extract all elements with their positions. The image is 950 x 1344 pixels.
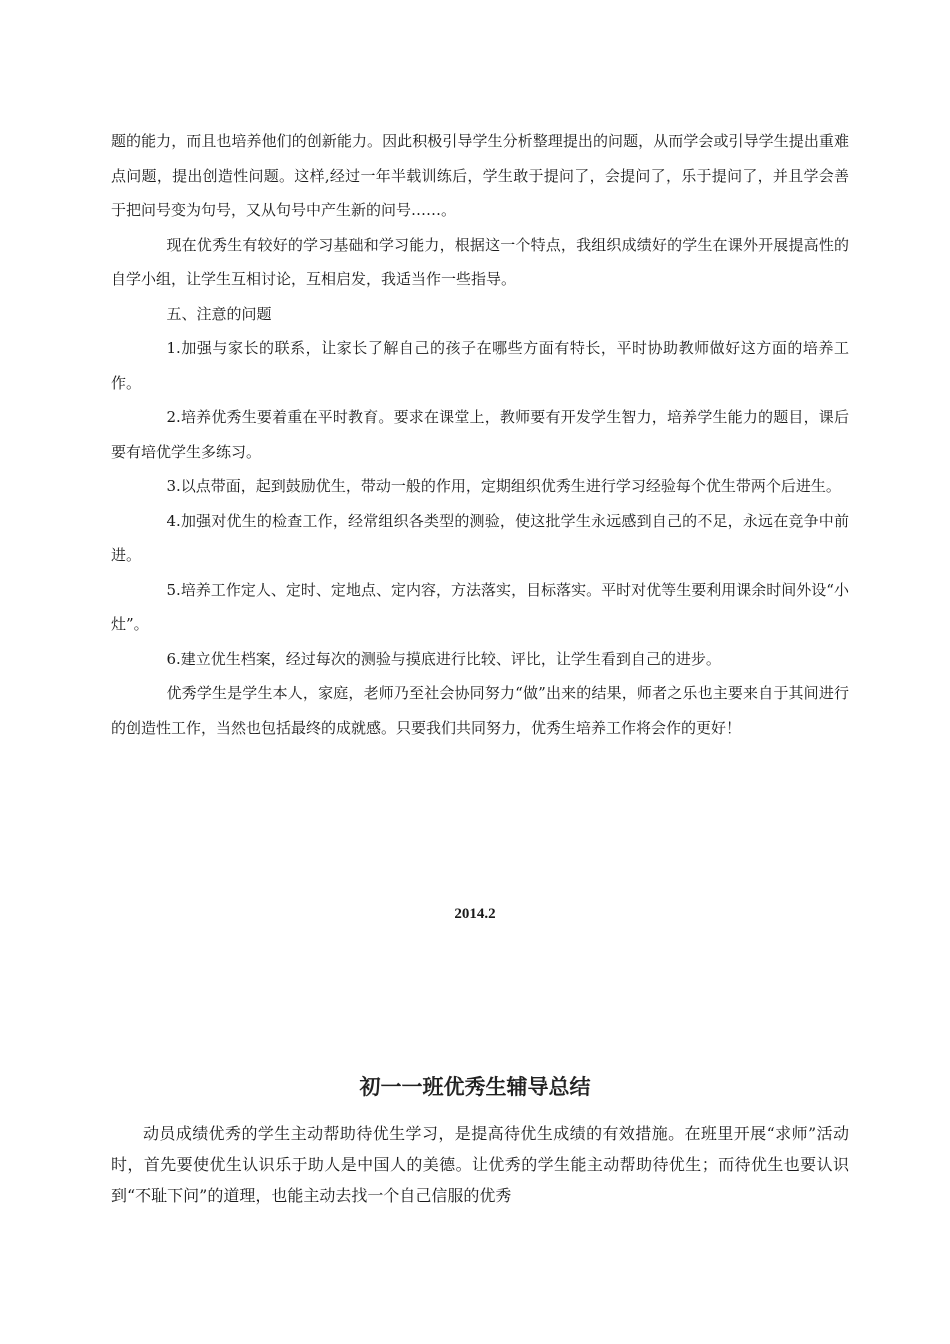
list-item-1: 1.加强与家长的联系，让家长了解自己的孩子在哪些方面有特长，平时协助教师做好这方面的培养工作。 — [111, 339, 849, 392]
list-item-4: 4.加强对优生的检查工作，经常组织各类型的测验，使这批学生永远感到自己的不足，永远在竞争中前进。 — [111, 511, 849, 564]
section-2-body — [111, 1118, 849, 1211]
paragraph-conclusion: 优秀学生是学生本人，家庭，老师乃至社会协同努力“做”出来的结果，师者之乐也主要来自于其间进行的创造性工作，当然也包括最终的成就感。只要我们共同努力，优秀生培养工作将会作的更好！ — [111, 684, 849, 737]
document-date: 2014.2 — [454, 906, 496, 922]
section-1-body — [111, 124, 849, 745]
list-item-2: 2.培养优秀生要着重在平时教育。要求在课堂上，教师要有开发学生智力，培养学生能力的题目，课后要有培优学生多练习。 — [111, 408, 849, 461]
list-item-6: 6.建立优生档案，经过每次的测验与摸底进行比较、评比，让学生看到自己的进步。 — [166, 649, 721, 668]
list-item-5: 5.培养工作定人、定时、定地点、定内容，方法落实，目标落实。平时对优等生要利用课余时间外设“小灶”。 — [111, 580, 849, 633]
paragraph-mobilize-students: 动员成绩优秀的学生主动帮助待优生学习，是提高待优生成绩的有效措施。在班里开展“求师”活动时，首先要使优生认识乐于助人是中国人的美德。让优秀的学生能主动帮助待优生；而待优生也要认识到“不耻下问”的道理，也能主动去找一个自己信服的优秀 — [111, 1124, 849, 1205]
paragraph-excellent-students: 现在优秀生有较好的学习基础和学习能力，根据这一个特点，我组织成绩好的学生在课外开展提高性的自学小组，让学生互相讨论，互相启发，我适当作一些指导。 — [111, 235, 849, 288]
section-2-title: 初一一班优秀生辅导总结 — [359, 1075, 591, 1099]
section-heading-notes: 五、注意的问题 — [166, 304, 272, 323]
list-item-3: 3.以点带面，起到鼓励优生，带动一般的作用，定期组织优秀生进行学习经验每个优生带两个后进生。 — [166, 477, 841, 495]
paragraph-continuation: 题的能力，而且也培养他们的创新能力。因此积极引导学生分析整理提出的问题，从而学会或引导学生提出重难点问题，提出创造性问题。这样,经过一年半载训练后，学生敢于提问了，会提问了，乐于提问了，并且学会善于把问号变为句号，又从句号中产生新的问号……。 — [111, 132, 849, 219]
